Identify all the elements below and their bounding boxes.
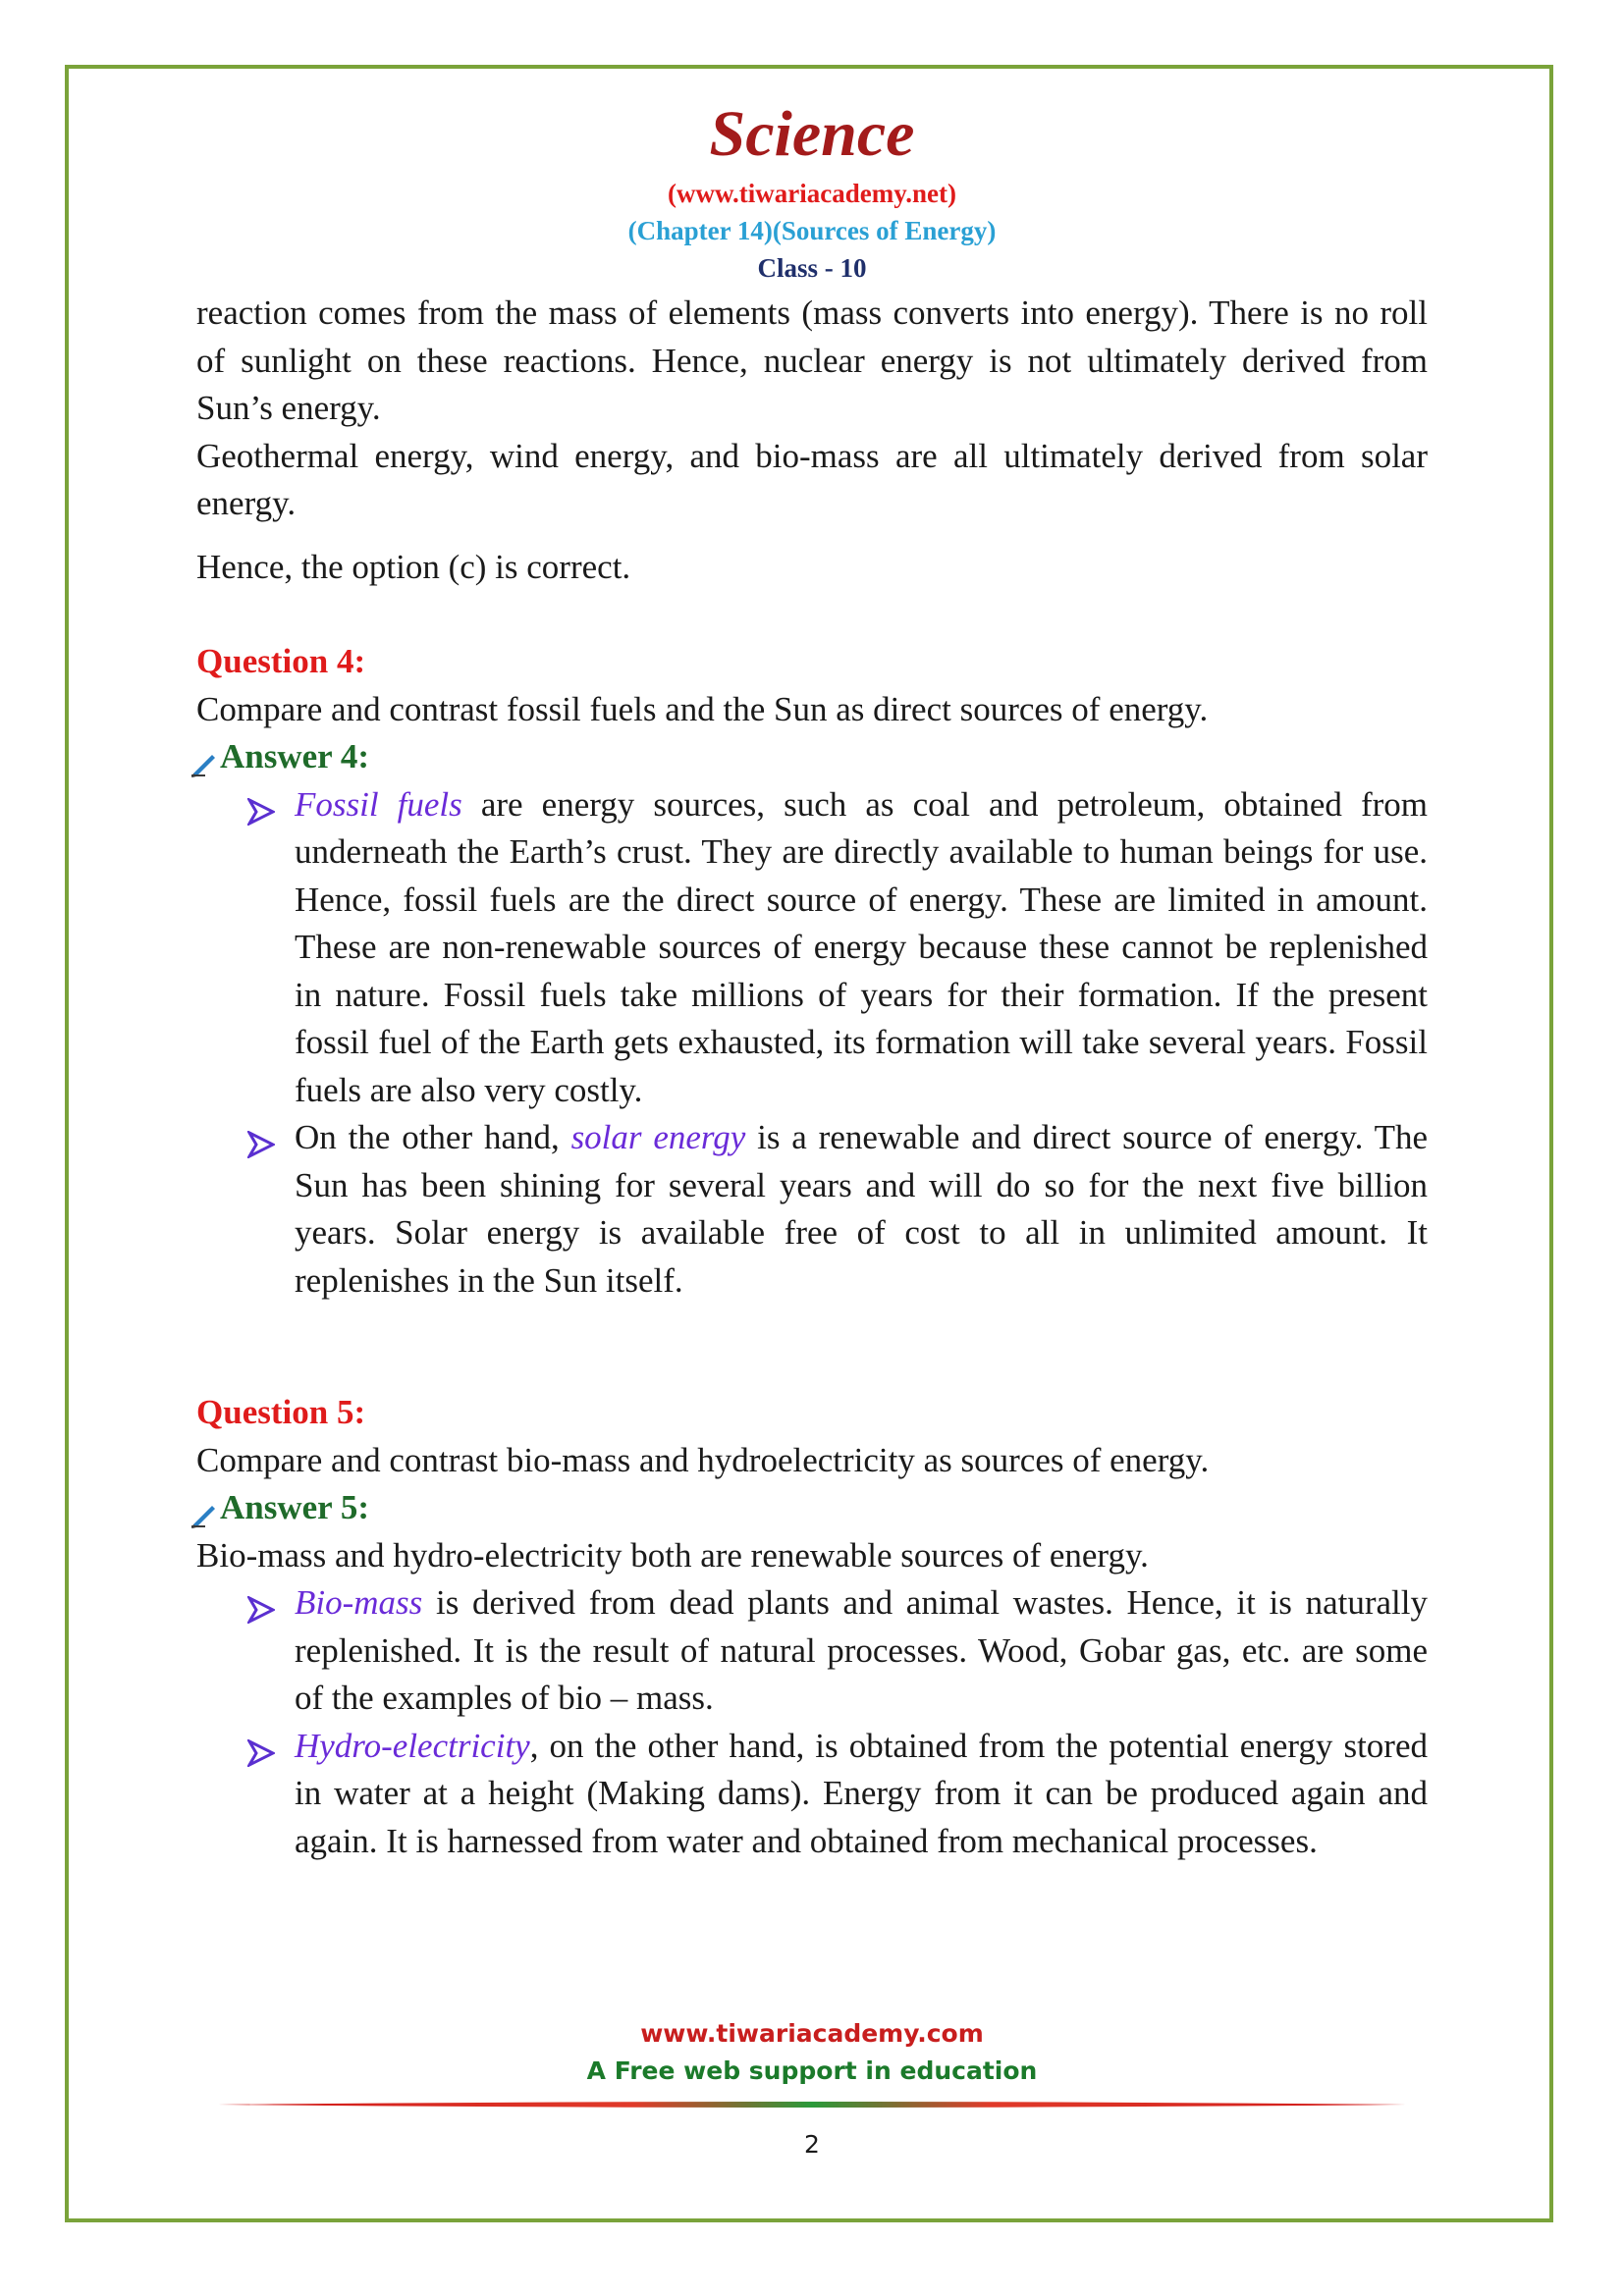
page-title: Science bbox=[709, 98, 915, 170]
question-5-label: Question 5: bbox=[196, 1393, 366, 1431]
fossil-fuels-term: Fossil fuels bbox=[295, 784, 462, 824]
footer-url: www.tiwariacademy.com bbox=[640, 2019, 984, 2048]
intro-paragraph-2: Geothermal energy, wind energy, and bio-mass are all ultimately derived from solar energy. bbox=[196, 436, 1428, 522]
fossil-fuels-text: are energy sources, such as coal and petroleum, obtained from underneath the Earth’s crust. They are directly available to human beings for use. Hence, fossil fuels are the direct source of energy. These are limited in amount. These are non-renewable sources of energy because these cannot be replenished in nature. Fossil fuels take millions of years for their formation. If the present fossil fuel of the Earth gets exhausted, its formation will take several years. Fossil fuels are also very costly. bbox=[295, 784, 1428, 1109]
header-url: (www.tiwariacademy.net) bbox=[668, 179, 956, 208]
page-number: 2 bbox=[804, 2130, 820, 2159]
list-item bbox=[196, 781, 1428, 1115]
arrow-bullet-icon bbox=[247, 1124, 275, 1151]
answer-4-list bbox=[196, 781, 1428, 1306]
question-5-text: Compare and contrast bio-mass and hydroelectricity as sources of energy. bbox=[196, 1440, 1210, 1479]
answer-5-label: Answer 5: bbox=[220, 1488, 369, 1526]
solar-energy-text: is a renewable and direct source of energy. The Sun has been shining for several years and will do so for the next five billion years. Solar energy is available free of cost to all in unlimited amount. It replenishes in the Sun itself. bbox=[295, 1118, 1429, 1300]
pen-icon bbox=[190, 1494, 218, 1522]
intro-paragraph-1: reaction comes from the mass of elements (mass converts into energy). There is no roll of sunlight on these reactions. Hence, nuclear energy is not ultimately derived from Sun’s energy. bbox=[196, 294, 1428, 427]
arrow-bullet-icon bbox=[247, 791, 275, 819]
arrow-bullet-icon bbox=[247, 1733, 275, 1760]
intro-conclusion: Hence, the option (c) is correct. bbox=[196, 547, 631, 586]
list-item bbox=[196, 1579, 1428, 1723]
bio-mass-text: is derived from dead plants and animal wastes. Hence, it is naturally replenished. It is the result of natural processes. Wood, Gobar gas, etc. are some of the examples of bio – mass. bbox=[295, 1583, 1428, 1717]
pen-icon bbox=[190, 743, 218, 771]
page-header bbox=[0, 94, 1624, 287]
arrow-bullet-icon bbox=[247, 1589, 275, 1617]
question-4-label: Question 4: bbox=[196, 642, 366, 680]
hydro-electricity-term: Hydro-electricity bbox=[295, 1726, 530, 1765]
bio-mass-term: Bio-mass bbox=[295, 1583, 423, 1622]
hydro-electricity-text: , on the other hand, is obtained from the potential energy stored in water at a height (Making dams). Energy from it can be produced again and again. It is harnessed from water and obtained from mechanical processes. bbox=[295, 1726, 1428, 1860]
answer-5-intro: Bio-mass and hydro-electricity both are renewable sources of energy. bbox=[196, 1535, 1149, 1575]
chapter-label: (Chapter 14)(Sources of Energy) bbox=[627, 216, 997, 245]
footer-divider bbox=[218, 2101, 1406, 2109]
solar-energy-term: solar energy bbox=[570, 1118, 746, 1156]
list-item bbox=[196, 1723, 1428, 1866]
question-4-text: Compare and contrast fossil fuels and the Sun as direct sources of energy. bbox=[196, 689, 1209, 728]
page-footer bbox=[0, 2015, 1624, 2090]
answer-4-heading bbox=[190, 733, 1428, 781]
solar-energy-prefix: On the other hand, bbox=[295, 1118, 571, 1156]
main-content bbox=[196, 290, 1428, 1865]
class-label: Class - 10 bbox=[757, 253, 867, 283]
answer-4-label: Answer 4: bbox=[220, 737, 369, 775]
list-item bbox=[196, 1114, 1428, 1305]
answer-5-list bbox=[196, 1579, 1428, 1865]
answer-5-heading bbox=[190, 1484, 1428, 1532]
footer-tagline: A Free web support in education bbox=[586, 2056, 1038, 2085]
